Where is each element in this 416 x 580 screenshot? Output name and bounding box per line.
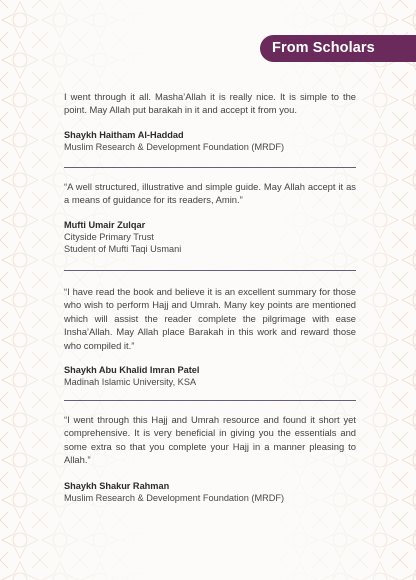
section-divider [64, 167, 356, 168]
testimonial-author: Shaykh Shakur Rahman [64, 480, 170, 491]
testimonial-quote: “I went through this Hajj and Umrah resource and found it short yet comprehensive. It is very beneficial in giving you the essentials and some extra so that you complete your Hajj in a manner pleasing to Allah.” [64, 414, 356, 466]
section-title-tab: From Scholars [260, 35, 416, 62]
section-divider [64, 270, 356, 271]
testimonial-quote: “A well structured, illustrative and simple guide. May Allah accept it as a means of guidance for its readers, Amin.” [64, 181, 356, 206]
testimonial-quote: “I have read the book and believe it is an excellent summary for those who wish to perform Hajj and Umrah. Many key points are mentioned which will assist the reader complete the pilgrimage with ease Insha’Allah. May Allah place Barakah in this work and reward those who compiled it.” [64, 286, 356, 351]
testimonial-organization: Cityside Primary Trust [64, 231, 154, 242]
testimonial-organization: Muslim Research & Development Foundation (MRDF) [64, 141, 285, 152]
testimonial-quote: I went through it all. Masha’Allah it is really nice. It is simple to the point. May Allah put barakah in it and accept it from you. [64, 91, 356, 116]
testimonial-2 [64, 180, 356, 256]
testimonial-organization: Madinah Islamic University, KSA [64, 377, 197, 388]
testimonial-author: Shaykh Haitham Al-Haddad [64, 129, 184, 140]
testimonial-4 [64, 413, 356, 504]
testimonial-1 [64, 90, 356, 153]
testimonial-author: Shaykh Abu Khalid Imran Patel [64, 365, 200, 376]
testimonial-3 [64, 285, 356, 389]
section-divider [64, 400, 356, 401]
testimonial-author: Mufti Umair Zulqar [64, 219, 146, 230]
testimonial-organization: Muslim Research & Development Foundation (MRDF) [64, 492, 285, 503]
testimonial-organization-secondary: Student of Mufti Taqi Usmani [64, 244, 182, 255]
